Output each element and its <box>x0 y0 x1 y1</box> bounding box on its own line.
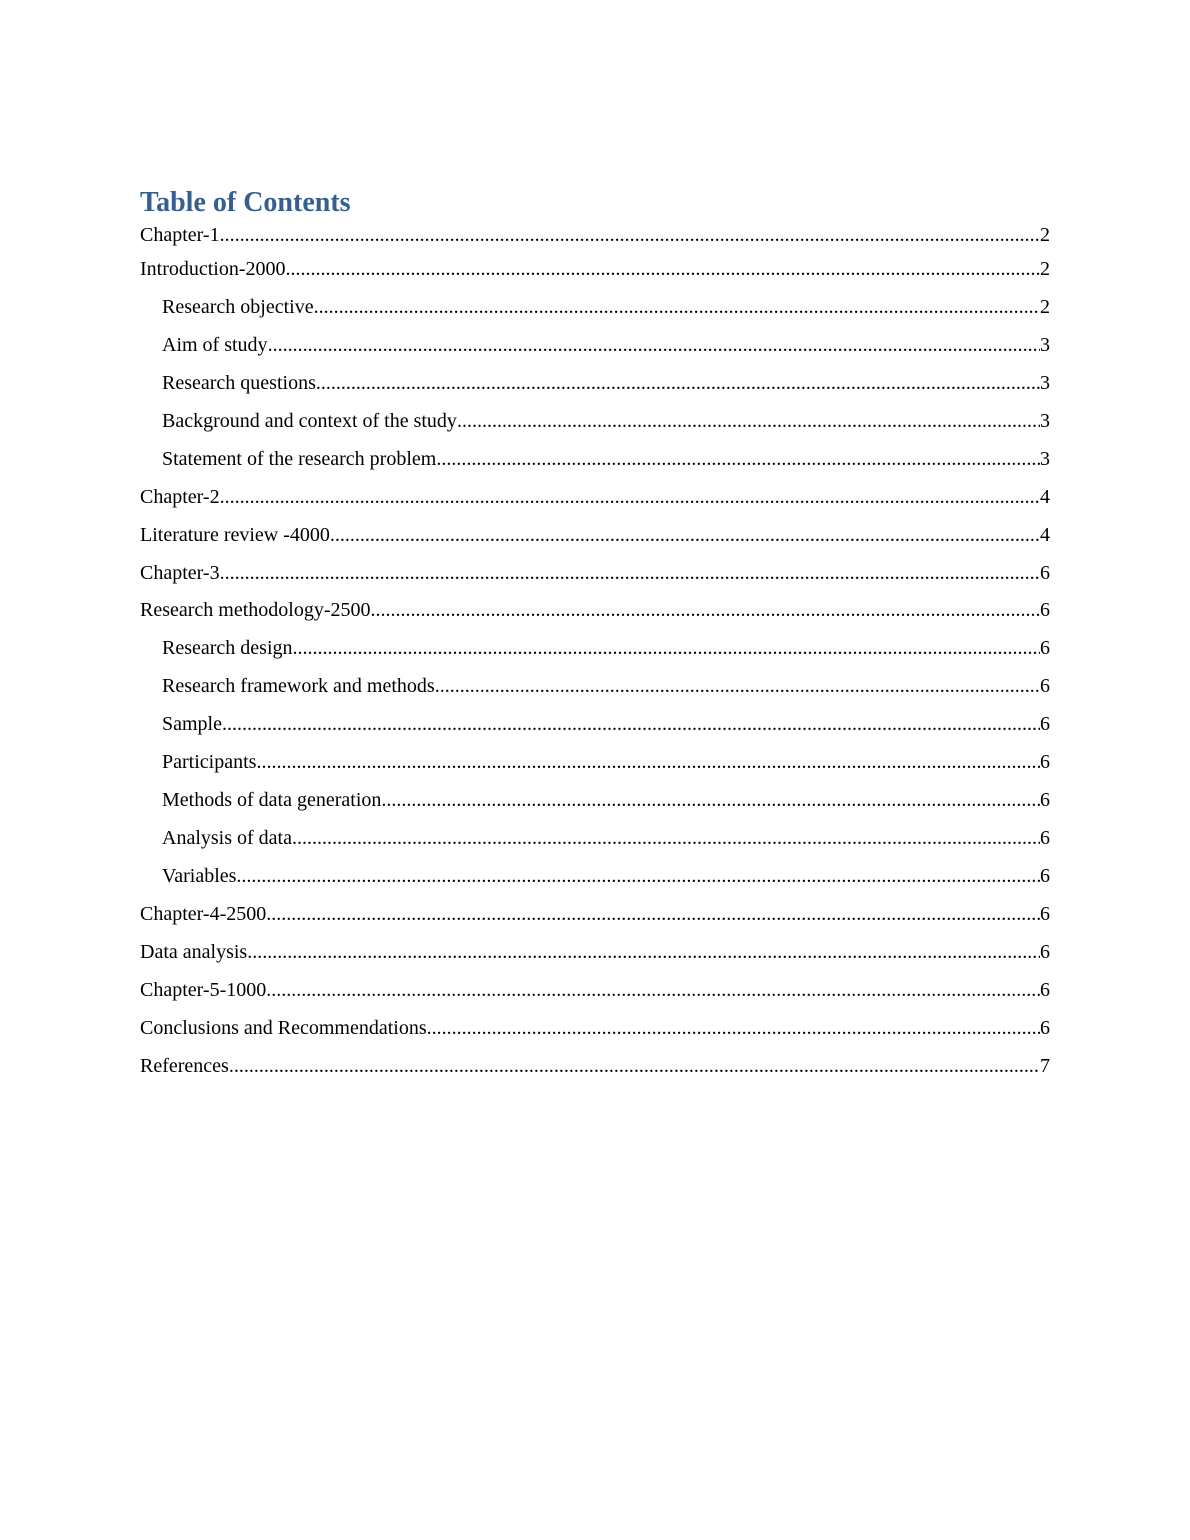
toc-dot-leader <box>381 787 1040 813</box>
toc-entry[interactable] <box>140 560 1050 598</box>
toc-dot-leader <box>435 673 1040 699</box>
toc-page-number: 6 <box>1040 599 1050 622</box>
toc-dot-leader <box>220 560 1040 586</box>
toc-title: Table of Contents <box>140 187 351 218</box>
toc-entry-text: Research framework and methods <box>162 675 435 698</box>
toc-entry-text: Aim of study <box>162 333 268 356</box>
toc-entry[interactable] <box>140 484 1050 522</box>
toc-entry-text: Chapter-1 <box>140 224 220 246</box>
toc-entry[interactable] <box>140 256 1050 294</box>
toc-entry[interactable] <box>140 635 1050 673</box>
toc-page-number: 6 <box>1040 1016 1050 1039</box>
toc-page-number: 6 <box>1040 713 1050 736</box>
toc-page-number: 6 <box>1040 865 1050 887</box>
toc-dot-leader <box>316 370 1040 396</box>
toc-entry[interactable] <box>140 749 1050 787</box>
toc-dot-leader <box>286 256 1040 282</box>
toc-entry[interactable] <box>140 370 1050 408</box>
toc-page-number: 6 <box>1040 827 1050 850</box>
toc-entry[interactable] <box>140 522 1050 560</box>
toc-dot-leader <box>266 977 1040 1003</box>
toc-dot-leader <box>220 484 1040 510</box>
toc-page-number: 6 <box>1040 940 1050 963</box>
toc-entry-text: Introduction-2000 <box>140 258 286 280</box>
toc-page-number: 6 <box>1040 978 1050 1001</box>
toc-entry[interactable] <box>140 977 1050 1015</box>
toc-page-number: 6 <box>1040 751 1050 774</box>
toc-dot-leader <box>427 1015 1040 1041</box>
toc-page-number: 2 <box>1040 224 1050 246</box>
toc-page-number: 7 <box>1040 1054 1050 1077</box>
toc-entry[interactable] <box>140 1053 1050 1091</box>
toc-page-number: 2 <box>1040 295 1050 318</box>
toc-entry[interactable] <box>140 939 1050 977</box>
toc-entry-text: Research questions <box>162 371 316 394</box>
toc-entry[interactable] <box>140 673 1050 711</box>
toc-dot-leader <box>330 522 1040 548</box>
table-of-contents <box>140 184 1050 1091</box>
toc-entry-text: Methods of data generation <box>162 789 382 812</box>
toc-entry[interactable] <box>140 597 1050 635</box>
toc-dot-leader <box>222 711 1040 737</box>
toc-entry[interactable] <box>140 863 1050 901</box>
toc-dot-leader <box>293 635 1040 661</box>
toc-page-number: 6 <box>1040 561 1050 584</box>
toc-dot-leader <box>256 749 1040 775</box>
toc-dot-leader <box>247 939 1040 965</box>
toc-page-number: 3 <box>1040 447 1050 470</box>
toc-dot-leader <box>266 901 1040 927</box>
toc-entry[interactable] <box>140 1015 1050 1053</box>
toc-dot-leader <box>371 597 1041 623</box>
toc-entry[interactable] <box>140 294 1050 332</box>
toc-page-number: 3 <box>1040 409 1050 432</box>
toc-page-number: 2 <box>1040 258 1050 280</box>
toc-entry-text: Chapter-2 <box>140 485 220 508</box>
toc-entry[interactable] <box>140 408 1050 446</box>
toc-entry[interactable] <box>140 332 1050 370</box>
toc-entry-text: Background and context of the study <box>162 409 457 432</box>
toc-entry-text: Research design <box>162 637 293 660</box>
toc-page-number: 6 <box>1040 902 1050 925</box>
toc-entry[interactable] <box>140 825 1050 863</box>
toc-dot-leader <box>268 332 1040 358</box>
toc-entry-text: Conclusions and Recommendations <box>140 1016 427 1039</box>
toc-entry[interactable] <box>140 711 1050 749</box>
toc-entry-text: Literature review -4000 <box>140 523 330 546</box>
toc-entry-text: Chapter-4-2500 <box>140 902 267 925</box>
toc-dot-leader <box>457 408 1040 434</box>
toc-page-number: 6 <box>1040 675 1050 698</box>
toc-page-number: 4 <box>1040 523 1050 546</box>
toc-page-number: 3 <box>1040 333 1050 356</box>
toc-dot-leader <box>436 446 1040 472</box>
toc-entry-text: Data analysis <box>140 940 248 963</box>
toc-dot-leader <box>314 294 1040 320</box>
toc-entry[interactable] <box>140 222 1050 256</box>
toc-page-number: 3 <box>1040 371 1050 394</box>
toc-entry-text: Variables <box>162 865 237 887</box>
toc-page-number: 4 <box>1040 485 1050 508</box>
toc-entry-text: Analysis of data <box>162 827 292 850</box>
toc-entry[interactable] <box>140 787 1050 825</box>
toc-dot-leader <box>220 222 1040 248</box>
toc-entry-text: Research methodology-2500 <box>140 599 371 622</box>
toc-dot-leader <box>292 825 1040 851</box>
toc-dot-leader <box>236 863 1040 889</box>
toc-page-number: 6 <box>1040 637 1050 660</box>
toc-entry-text: Research objective <box>162 295 314 318</box>
toc-dot-leader <box>229 1053 1040 1079</box>
toc-entry-text: Sample <box>162 713 222 736</box>
toc-entry-text: Participants <box>162 751 257 774</box>
toc-entry-text: Chapter-3 <box>140 561 220 584</box>
toc-page-number: 6 <box>1040 789 1050 812</box>
toc-entry-text: Statement of the research problem <box>162 447 437 470</box>
toc-entry-text: Chapter-5-1000 <box>140 978 267 1001</box>
toc-entry[interactable] <box>140 446 1050 484</box>
toc-entry[interactable] <box>140 901 1050 939</box>
toc-entry-text: References <box>140 1054 229 1077</box>
toc-list <box>140 222 1050 1091</box>
